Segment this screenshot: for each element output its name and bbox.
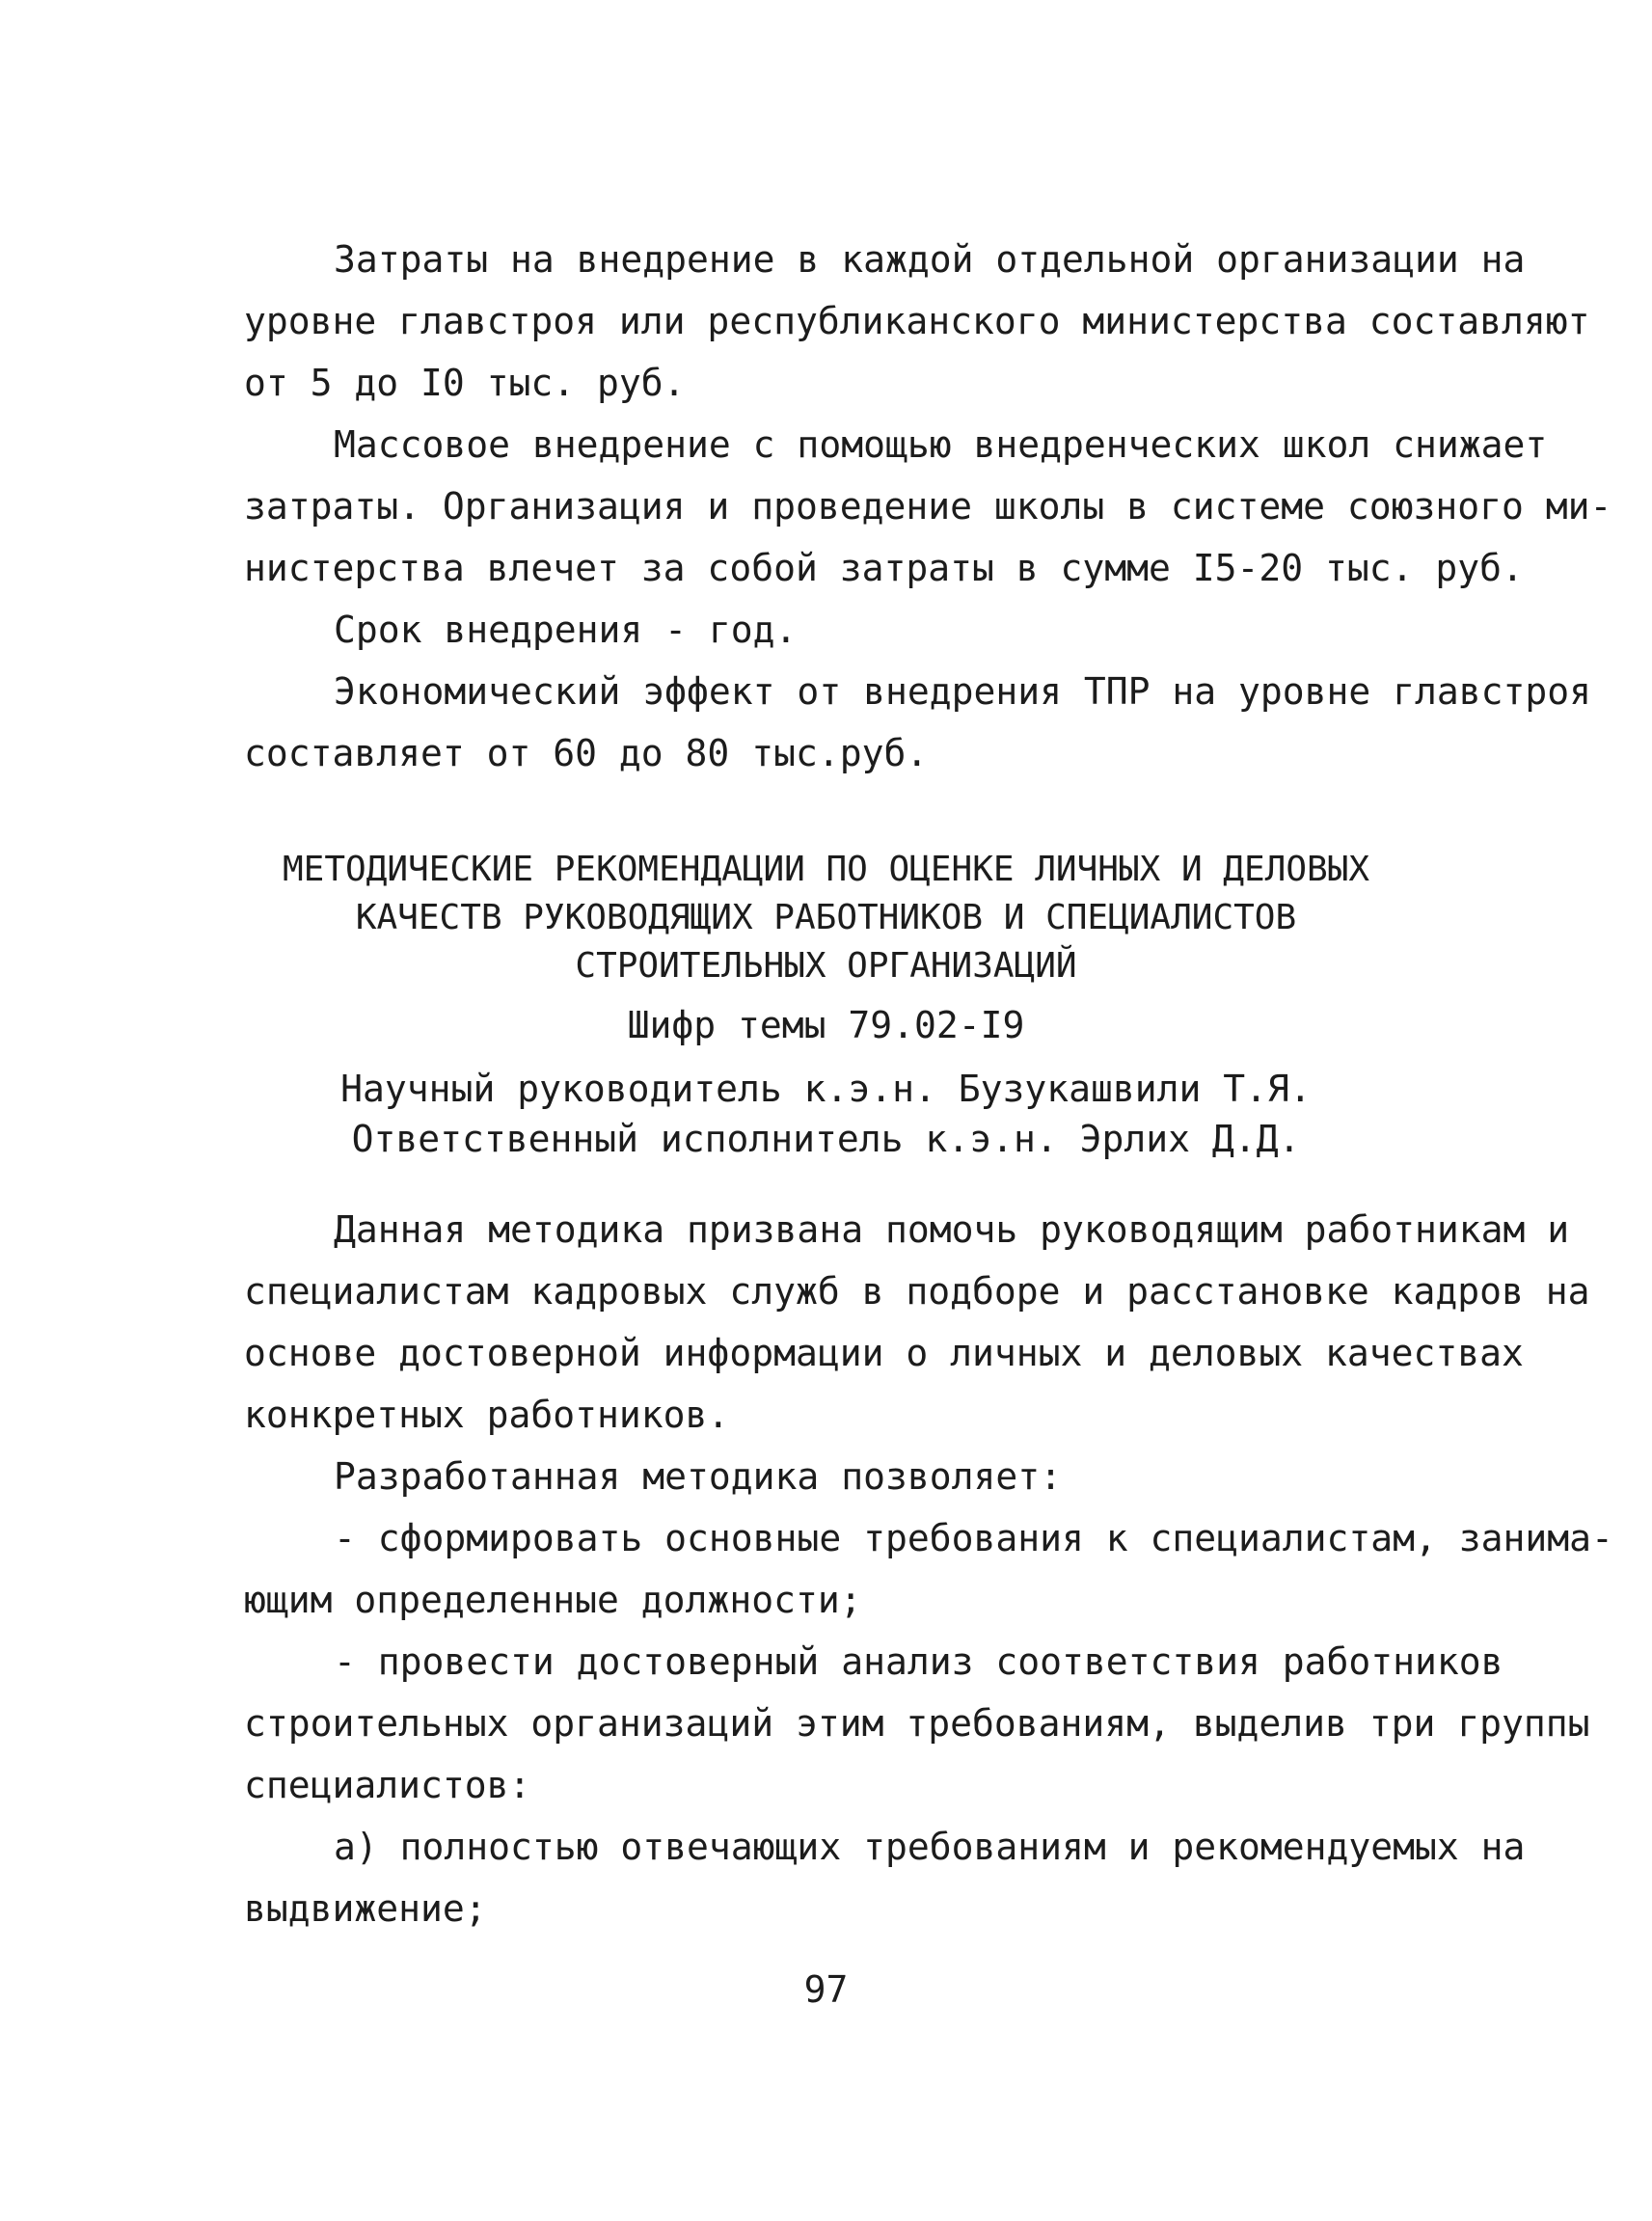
list-item-line: а) полностью отвечающих требованиям и рекомендуемых на xyxy=(334,1826,1526,1868)
list-item-line: - сформировать основные требования к специалистам, занима- xyxy=(334,1517,1613,1559)
paragraph-line: Данная методика призвана помочь руководящим работникам и xyxy=(334,1208,1570,1251)
paragraph-line: от 5 до I0 тыс. руб. xyxy=(244,362,686,404)
list-item-line: выдвижение; xyxy=(244,1887,487,1930)
topic-code: Шифр темы 79.02-I9 xyxy=(627,1004,1025,1046)
paragraph-line: Разработанная методика позволяет: xyxy=(334,1455,1062,1498)
list-item-line: строительных организаций этим требованиям, выделив три группы xyxy=(244,1702,1590,1745)
paragraph-line: затраты. Организация и проведение школы в системе союзного ми- xyxy=(244,485,1612,528)
paragraph-line: Срок внедрения - год. xyxy=(334,609,798,651)
page-number: 97 xyxy=(803,1968,849,2011)
paragraph-line: специалистам кадровых служб в подборе и расстановке кадров на xyxy=(244,1270,1590,1313)
paragraph-line: Массовое внедрение с помощью внедренческих школ снижает xyxy=(334,423,1548,466)
list-item-line: ющим определенные должности; xyxy=(244,1579,862,1621)
list-item-line: специалистов: xyxy=(244,1764,531,1806)
paragraph-line: Затраты на внедрение в каждой отдельной организации на xyxy=(334,238,1526,281)
section-heading-line: СТРОИТЕЛЬНЫХ ОРГАНИЗАЦИЙ xyxy=(575,946,1077,986)
paragraph-line: нистерства влечет за собой затраты в сумме I5-20 тыс. руб. xyxy=(244,547,1524,589)
section-heading-line: КАЧЕСТВ РУКОВОДЯЩИХ РАБОТНИКОВ И СПЕЦИАЛИСТОВ xyxy=(355,898,1297,937)
scientific-supervisor: Научный руководитель к.э.н. Бузукашвили Т.Я. xyxy=(340,1068,1312,1110)
paragraph-line: составляет от 60 до 80 тыс.руб. xyxy=(244,732,929,774)
paragraph-line: конкретных работников. xyxy=(244,1394,730,1436)
paragraph-line: уровне главстроя или республиканского министерства составляют xyxy=(244,300,1590,342)
paragraph-line: Экономический эффект от внедрения ТПР на уровне главстроя xyxy=(334,670,1592,713)
list-item-line: - провести достоверный анализ соответствия работников xyxy=(334,1640,1503,1683)
paragraph-line: основе достоверной информации о личных и деловых качествах xyxy=(244,1332,1524,1374)
responsible-executor: Ответственный исполнитель к.э.н. Эрлих Д.Д. xyxy=(351,1118,1301,1160)
section-heading-line: МЕТОДИЧЕСКИЕ РЕКОМЕНДАЦИИ ПО ОЦЕНКЕ ЛИЧНЫХ И ДЕЛОВЫХ xyxy=(282,850,1370,889)
